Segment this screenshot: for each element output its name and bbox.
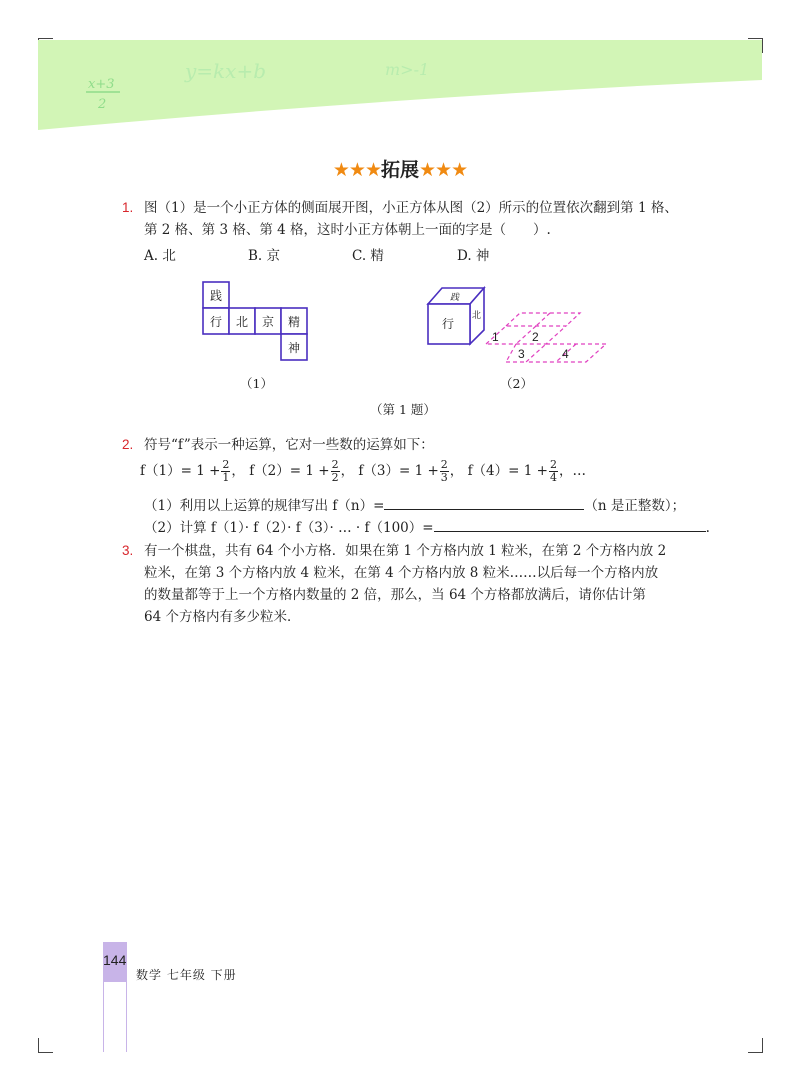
q2-part2: （2）计算 f（1）· f（2）· f（3）· … · f（100）= .	[144, 517, 710, 539]
q2-part1-answer-blank[interactable]	[384, 495, 584, 510]
star-icons-right: ★★★	[419, 159, 468, 181]
q2-term-3: f（3）= 1 + $\frac{2}{3}$ ，	[358, 458, 464, 484]
footer-rule-right	[126, 982, 127, 1052]
cube-front-face: 行	[442, 317, 455, 331]
page-number: 144	[103, 952, 127, 968]
cube-side-face: 北	[472, 311, 482, 321]
header-formula-linear: y=kx+b	[185, 59, 267, 83]
header-band	[0, 0, 800, 140]
q2-formula-row	[140, 456, 586, 486]
q3-line3: 的数量都等于上一个方格内数量的 2 倍，那么，当 64 个方格都放满后，请你估计第	[144, 587, 646, 603]
net-cell-bei: 北	[235, 315, 249, 329]
section-title-text: 拓展	[380, 159, 419, 181]
q2-number: 2.	[122, 437, 134, 452]
net-cell-jing2: 精	[287, 315, 301, 329]
cube-roll-figure	[420, 280, 620, 370]
cube-net-figure	[195, 278, 325, 368]
net-cell-xing: 行	[209, 315, 223, 329]
fig1-caption: （1）	[240, 376, 273, 391]
header-formula-inequality: m>-1	[385, 60, 430, 79]
crop-mark-bottom-left	[38, 1038, 53, 1053]
net-cell-shen: 神	[287, 341, 301, 355]
fig2-caption: （2）	[500, 376, 533, 391]
net-cell-jing: 京	[261, 315, 275, 329]
q1-option-c: C. 精	[352, 248, 384, 264]
grid-number-2: 2	[532, 330, 539, 344]
q1-number: 1.	[122, 200, 134, 215]
q2-part1: （1）利用以上运算的规律写出 f（n）= （n 是正整数）；	[144, 495, 685, 517]
q2-term-1: f（1）= 1 + $\frac{2}{1}$ ，	[140, 458, 245, 484]
q1-figure-caption: （第 1 题）	[370, 402, 436, 417]
q2-term-2: f（2）= 1 + $\frac{2}{2}$ ，	[249, 458, 355, 484]
q1-line2: 第 2 格、第 3 格、第 4 格，这时小正方体朝上一面的字是（ ）.	[144, 222, 551, 238]
q1-option-a: A. 北	[144, 248, 176, 264]
book-title: 数学 七年级 下册	[136, 968, 237, 982]
q1-option-d: D. 神	[457, 248, 490, 264]
net-cell-jian: 践	[209, 289, 223, 303]
section-title	[0, 155, 800, 182]
footer-rule-left	[103, 982, 104, 1052]
header-formula-denominator: 2	[98, 97, 107, 112]
q1-line1: 图（1）是一个小正方体的侧面展开图，小正方体从图（2）所示的位置依次翻到第 1 格、	[144, 200, 678, 216]
crop-mark-bottom-right	[748, 1038, 763, 1053]
grid-number-1: 1	[492, 330, 499, 344]
q3-number: 3.	[122, 543, 134, 558]
q3-line4: 64 个方格内有多少粒米．	[144, 609, 301, 625]
q3-line1: 有一个棋盘，共有 64 个小方格．如果在第 1 个方格内放 1 粒米，在第 2 个方格内放 2	[144, 543, 667, 559]
q2-part2-answer-blank[interactable]	[434, 517, 706, 532]
q2-term-4: f（4）= 1 + $\frac{2}{4}$ ，…	[467, 458, 586, 484]
grid-number-4: 4	[562, 347, 569, 361]
q2-intro: 符号“f”表示一种运算，它对一些数的运算如下：	[144, 437, 434, 453]
header-formula-numerator: x+3	[88, 77, 115, 92]
grid-number-3: 3	[518, 347, 525, 361]
star-icons-left: ★★★	[332, 159, 381, 181]
cube-top-face: 践	[450, 293, 460, 303]
q3-line2: 粒米，在第 3 个方格内放 4 粒米，在第 4 个方格内放 8 粒米……以后每一个方格内放	[144, 565, 659, 581]
q1-option-b: B. 京	[248, 248, 281, 264]
